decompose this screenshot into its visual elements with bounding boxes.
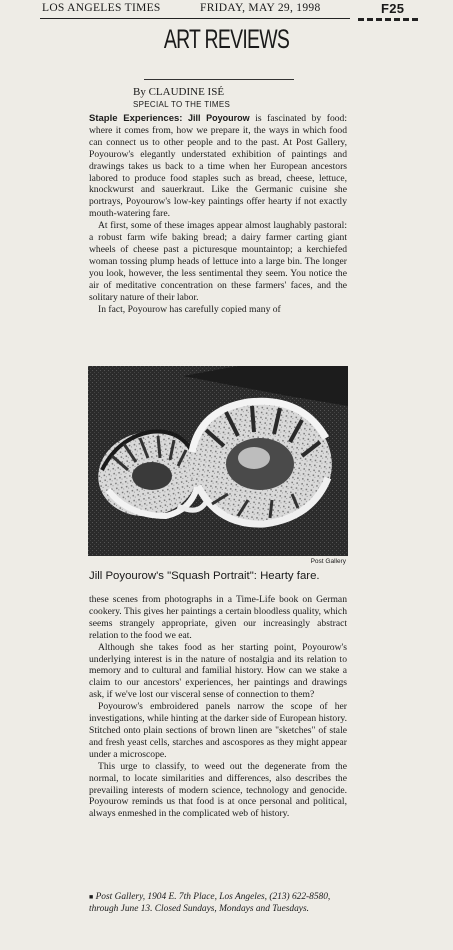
artwork-photo — [88, 366, 348, 556]
photo-credit: Post Gallery — [310, 558, 346, 565]
paragraph-1-text: is fascinated by food: where it comes from, how we prepare it, the ways in which food can connect us to other people and to the past. At Post Gallery, Poyourow's elegantly understated exhibition of paintings and drawings takes us back to a time when her European ancestors labored to produce food staples such as bread, cheese, lettuce, knockwurst and sauerkraut. Like the Germanic cuisine she portrays, Poyourow's low-key paintings offer hearty if not exactly mouth-watering fare. — [89, 113, 348, 220]
paragraph-3-start: In fact, Poyourow has carefully copied many of — [98, 303, 281, 315]
info-text: Post Gallery, 1904 E. 7th Place, Los Angeles, (213) 622-8580, through June 13. Closed Sundays, Mondays and Tuesdays. — [89, 892, 331, 914]
paragraph-2: At first, some of these images appear almost laughably pastoral: a robust farm wife baking bread; a dairy farmer carting giant wheels of cheese past a picturesque mountaintop; a kerchiefed woman tossing plump heads of lettuce into a large bin. The longer you look, however, the less sentimental they seem. You notice the air of meditative concentration on these farmers' faces, and the solitary nature of their labor. — [89, 220, 347, 303]
byline-affiliation: SPECIAL TO THE TIMES — [133, 100, 231, 109]
article-column-top — [89, 113, 347, 315]
newspaper-name: LOS ANGELES TIMES — [42, 2, 161, 14]
paragraph-4: Although she takes food as her starting point, Poyourow's underlying interest is in the nature of nostalgia and its relation to memory and to cultural and familial history. How can we stake a claim to our ancestors' experiences, her paintings and drawings ask, if we've lost our visceral sense of connection to them? — [89, 641, 347, 701]
exhibition-info — [89, 891, 347, 915]
masthead-dash-rule — [358, 18, 418, 21]
photo-caption: Jill Poyourow's "Squash Portrait": Hearty fare. — [89, 570, 320, 582]
lead-heading: Staple Experiences: — [89, 113, 183, 124]
page-number: F25 — [381, 1, 405, 16]
paragraph-1 — [89, 113, 347, 220]
paragraph-6: This urge to classify, to weed out the degenerate from the normal, to locate similarities and differences, also describes the prevailing interests of modern science, technology and genocide. Poyourow reminds us that food is at once personal and political, always enmeshed in the complicated web of history. — [89, 760, 347, 820]
info-bullet: ■ — [89, 893, 94, 901]
section-title: ART REVIEWS — [163, 24, 290, 54]
paragraph-5: Poyourow's embroidered panels narrow the scope of her investigations, while hinting at the darker side of European history. Stitched onto plain sections of brown linen are "sketches" of stale and fresh yeast cells, starches and ascospores as they might appear under a microscope. — [89, 701, 347, 760]
article-column-bottom — [89, 594, 347, 820]
masthead-rule — [40, 18, 350, 19]
byline-author: By CLAUDINE ISÉ — [133, 86, 225, 98]
title-rule — [144, 79, 294, 80]
squash-portrait-image — [88, 366, 348, 556]
artist-name: Jill Poyourow — [188, 113, 250, 123]
masthead — [30, 2, 430, 18]
paragraph-3-continued: these scenes from photographs in a Time-Life book on German cookery. This gives her paintings a certain bloodless quality, which seems strangely appropriate, given our increasingly abstract relation to the food we eat. — [89, 594, 347, 641]
publication-date: FRIDAY, MAY 29, 1998 — [200, 2, 321, 14]
